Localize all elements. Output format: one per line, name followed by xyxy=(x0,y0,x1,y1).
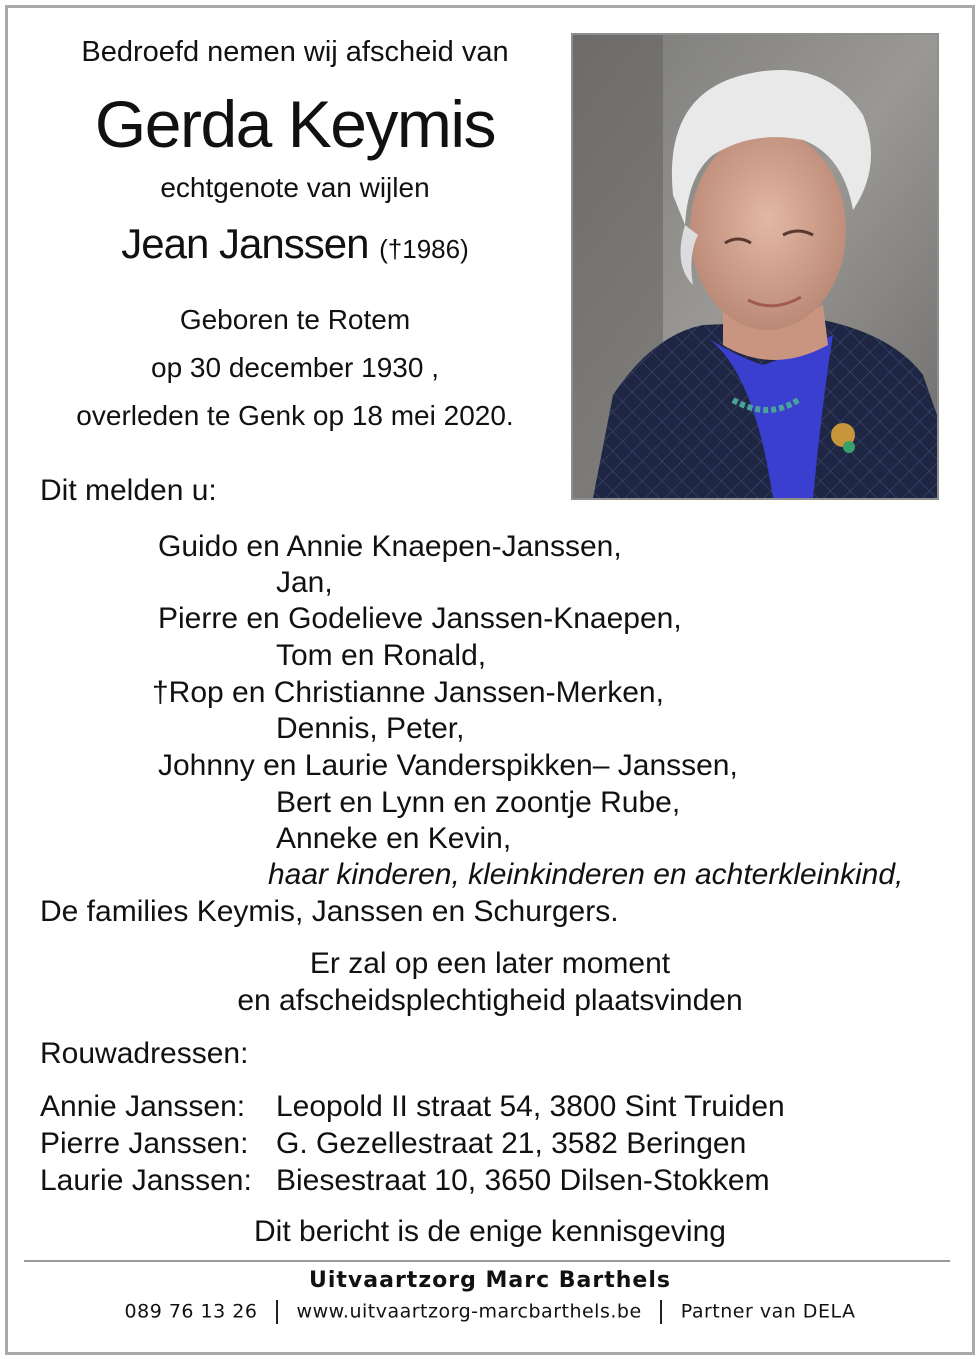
spouse-line xyxy=(30,220,560,268)
death-line: overleden te Genk op 18 mei 2020. xyxy=(76,400,514,431)
relation-line: haar kinderen, kleinkinderen en achterkleinkind, xyxy=(268,858,904,891)
footer-website[interactable]: www.uitvaartzorg-marcbarthels.be xyxy=(296,1300,642,1323)
footer-phone: 089 76 13 26 xyxy=(124,1300,258,1323)
address-value: G. Gezellestraat 21, 3582 Beringen xyxy=(276,1127,747,1160)
family-line: Pierre en Godelieve Janssen-Knaepen, xyxy=(158,602,682,635)
families-line: De families Keymis, Janssen en Schurgers. xyxy=(40,895,619,928)
family-line: †Rop en Christianne Janssen-Merken, xyxy=(152,676,664,709)
birth-death-block xyxy=(30,296,560,440)
footer-divider xyxy=(24,1260,950,1262)
family-line: Guido en Annie Knaepen-Janssen, xyxy=(158,530,622,563)
family-line: Dennis, Peter, xyxy=(276,712,465,745)
family-line: Tom en Ronald, xyxy=(276,639,487,672)
ceremony-line-1: Er zal op een later moment xyxy=(309,947,671,980)
footer-separator xyxy=(276,1300,278,1324)
intro-text: Bedroefd nemen wij afscheid van xyxy=(81,36,509,68)
address-name: Laurie Janssen: xyxy=(40,1164,252,1197)
portrait-photo xyxy=(571,33,939,500)
portrait-illustration xyxy=(573,35,937,498)
ceremony-line-2: en afscheidsplechtigheid plaatsvinden xyxy=(237,984,743,1017)
family-line: Johnny en Laurie Vanderspikken– Janssen, xyxy=(158,749,738,782)
footer-contact xyxy=(0,1300,980,1324)
funeral-company: Uitvaartzorg Marc Barthels xyxy=(309,1268,671,1293)
address-name: Annie Janssen: xyxy=(40,1090,246,1123)
address-value: Biesestraat 10, 3650 Dilsen-Stokkem xyxy=(276,1164,770,1197)
spouse-intro: echtgenote van wijlen xyxy=(160,172,430,203)
family-line: Jan, xyxy=(276,566,333,599)
address-name: Pierre Janssen: xyxy=(40,1127,249,1160)
address-value: Leopold II straat 54, 3800 Sint Truiden xyxy=(276,1090,785,1123)
family-line: Bert en Lynn en zoontje Rube, xyxy=(276,786,681,819)
addresses-title: Rouwadressen: xyxy=(40,1037,249,1070)
spouse-name: Jean Janssen xyxy=(121,220,369,267)
footer-separator xyxy=(660,1300,662,1324)
birth-date: op 30 december 1930 , xyxy=(151,352,439,383)
notice-text: Dit bericht is de enige kennisgeving xyxy=(254,1215,726,1248)
birth-place: Geboren te Rotem xyxy=(179,304,411,335)
spouse-death: (†1986) xyxy=(379,234,469,264)
family-line: Anneke en Kevin, xyxy=(276,822,512,855)
footer-partner: Partner van DELA xyxy=(680,1300,856,1323)
deceased-name: Gerda Keymis xyxy=(94,87,496,161)
announce-intro: Dit melden u: xyxy=(40,474,217,507)
